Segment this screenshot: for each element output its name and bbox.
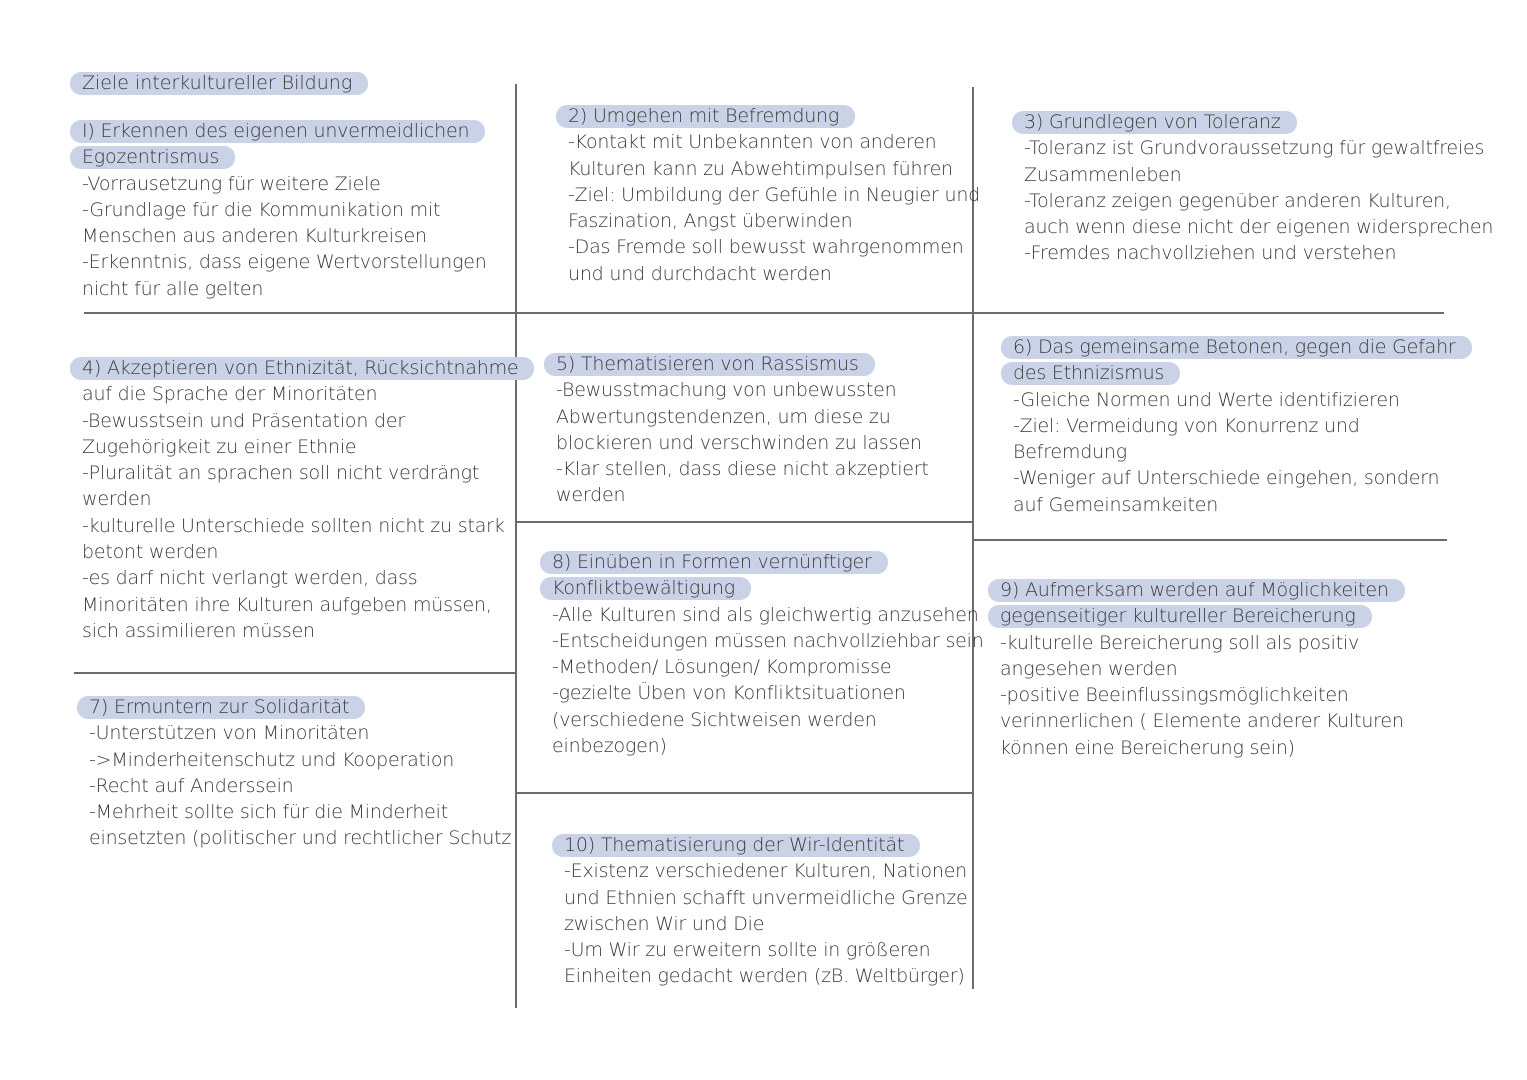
section-line: -Klar stellen, dass diese nicht akzeptiert xyxy=(556,458,929,481)
row-divider-col3 xyxy=(974,539,1447,541)
section-line: -Toleranz ist Grundvoraussetzung für gewaltfreies xyxy=(1024,137,1485,160)
section-line: nicht für alle gelten xyxy=(82,277,264,300)
section-heading: Egozentrismus xyxy=(82,144,487,170)
section-line: Menschen aus anderen Kulturkreisen xyxy=(82,225,427,248)
section-line: -gezielte Üben von Konfliktsituationen xyxy=(552,682,906,705)
section-line: und Ethnien schafft unvermeidliche Grenze xyxy=(564,886,968,909)
section-line: -Alle Kulturen sind als gleichwertig anzusehen xyxy=(552,603,979,626)
section-line: auf Gemeinsamkeiten xyxy=(1013,493,1219,516)
section-line: auch wenn diese nicht der eigenen widersprechen xyxy=(1024,216,1494,239)
section-line: -Grundlage für die Kommunikation mit xyxy=(82,198,441,221)
section-line: und und durchdacht werden xyxy=(568,262,832,285)
section-line: verinnerlichen ( Elemente anderer Kulturen xyxy=(1000,710,1404,733)
section-line: -kulturelle Bereicherung soll als positiv xyxy=(1000,631,1360,654)
section-line: -Bewusstsein und Präsentation der xyxy=(82,409,405,432)
section-heading: 2) Umgehen mit Befremdung xyxy=(568,103,980,129)
section-4 xyxy=(82,355,534,644)
section-line: -Weniger auf Unterschiede eingehen, sondern xyxy=(1013,467,1440,490)
section-line: einsetzten (politischer und rechtlicher Schutz xyxy=(89,827,512,850)
section-line: ->Minderheitenschutz und Kooperation xyxy=(89,748,455,771)
section-line: -Vorrausetzung für weitere Ziele xyxy=(82,172,381,195)
section-1 xyxy=(82,118,487,302)
section-line: -Methoden/ Lösungen/ Kompromisse xyxy=(552,656,892,679)
section-line: -Existenz verschiedener Kulturen, Nationen xyxy=(564,860,968,883)
section-heading: I) Erkennen des eigenen unvermeidlichen xyxy=(82,118,487,144)
section-line: -es darf nicht verlangt werden, dass xyxy=(82,567,418,590)
section-6 xyxy=(1013,334,1472,518)
section-line: sich assimilieren müssen xyxy=(82,619,315,642)
section-8 xyxy=(552,549,984,759)
section-9 xyxy=(1000,577,1405,761)
section-line: -Entscheidungen müssen nachvollziehbar sein xyxy=(552,629,984,652)
section-line: Einheiten gedacht werden (zB. Weltbürger) xyxy=(564,965,965,988)
section-2 xyxy=(568,103,980,287)
section-line: -Unterstützen von Minoritäten xyxy=(89,722,370,745)
section-heading: 8) Einüben in Formen vernünftiger xyxy=(552,549,984,575)
section-line: -Gleiche Normen und Werte identifizieren xyxy=(1013,388,1400,411)
section-line: -Mehrheit sollte sich für die Minderheit xyxy=(89,801,448,824)
section-heading: 9) Aufmerksam werden auf Möglichkeiten xyxy=(1000,577,1405,603)
section-line: Abwertungstendenzen, um diese zu xyxy=(556,405,891,428)
section-line: Zusammenleben xyxy=(1024,163,1182,186)
section-heading: des Ethnizismus xyxy=(1013,360,1472,386)
section-heading: 10) Thematisierung der Wir-Identität xyxy=(564,832,967,858)
section-line: -Ziel: Vermeidung von Konurrenz und xyxy=(1013,414,1360,437)
section-5 xyxy=(556,351,929,509)
section-line: -Pluralität an sprachen soll nicht verdrängt xyxy=(82,462,480,485)
section-line: -Fremdes nachvollziehen und verstehen xyxy=(1024,242,1397,265)
section-line: Faszination, Angst überwinden xyxy=(568,210,853,233)
section-line: Zugehörigkeit zu einer Ethnie xyxy=(82,435,357,458)
section-heading: Konfliktbewältigung xyxy=(552,575,984,601)
section-line: -Toleranz zeigen gegenüber anderen Kulturen, xyxy=(1024,189,1451,212)
section-line: -Kontakt mit Unbekannten von anderen xyxy=(568,131,937,154)
section-line: (verschiedene Sichtweisen werden xyxy=(552,708,877,731)
section-line: auf die Sprache der Minoritäten xyxy=(82,383,378,406)
section-heading: 6) Das gemeinsame Betonen, gegen die Gefahr xyxy=(1013,334,1472,360)
row-divider-col1 xyxy=(74,672,515,674)
section-heading: 7) Ermuntern zur Solidarität xyxy=(89,694,511,720)
section-line: werden xyxy=(556,484,626,507)
section-line: angesehen werden xyxy=(1000,657,1178,680)
section-line: betont werden xyxy=(82,541,219,564)
section-line: einbezogen) xyxy=(552,735,667,758)
section-line: -positive Beeinflussingsmöglichkeiten xyxy=(1000,684,1349,707)
section-line: -Um Wir zu erweitern sollte in größeren xyxy=(564,939,931,962)
section-heading: gegenseitiger kultureller Bereicherung xyxy=(1000,603,1405,629)
section-line: zwischen Wir und Die xyxy=(564,912,765,935)
row-divider-col2-lower xyxy=(517,792,972,794)
row-divider-top xyxy=(84,312,1444,314)
section-line: Kulturen kann zu Abwehtimpulsen führen xyxy=(568,157,953,180)
section-3 xyxy=(1024,109,1493,267)
page-title-text: Ziele interkultureller Bildung xyxy=(70,72,368,95)
section-heading: 5) Thematisieren von Rassismus xyxy=(556,351,929,377)
section-line: werden xyxy=(82,488,152,511)
section-line: können eine Bereicherung sein) xyxy=(1000,736,1295,759)
section-line: -Erkenntnis, dass eigene Wertvorstellungen xyxy=(82,251,487,274)
row-divider-col2-upper xyxy=(517,521,972,523)
section-10 xyxy=(564,832,967,990)
section-line: -Ziel: Umbildung der Gefühle in Neugier und xyxy=(568,183,981,206)
section-line: -Bewusstmachung von unbewussten xyxy=(556,379,897,402)
section-heading: 3) Grundlegen von Toleranz xyxy=(1024,109,1493,135)
section-7 xyxy=(89,694,511,852)
section-line: blockieren und verschwinden zu lassen xyxy=(556,431,922,454)
section-line: -Das Fremde soll bewusst wahrgenommen xyxy=(568,236,964,259)
section-line: -Recht auf Anderssein xyxy=(89,774,294,797)
section-line: Minoritäten ihre Kulturen aufgeben müssen, xyxy=(82,593,492,616)
section-line: -kulturelle Unterschiede sollten nicht zu stark xyxy=(82,514,505,537)
section-heading: 4) Akzeptieren von Ethnizität, Rücksichtnahme xyxy=(82,355,534,381)
section-line: Befremdung xyxy=(1013,441,1127,464)
page-title xyxy=(82,70,368,96)
